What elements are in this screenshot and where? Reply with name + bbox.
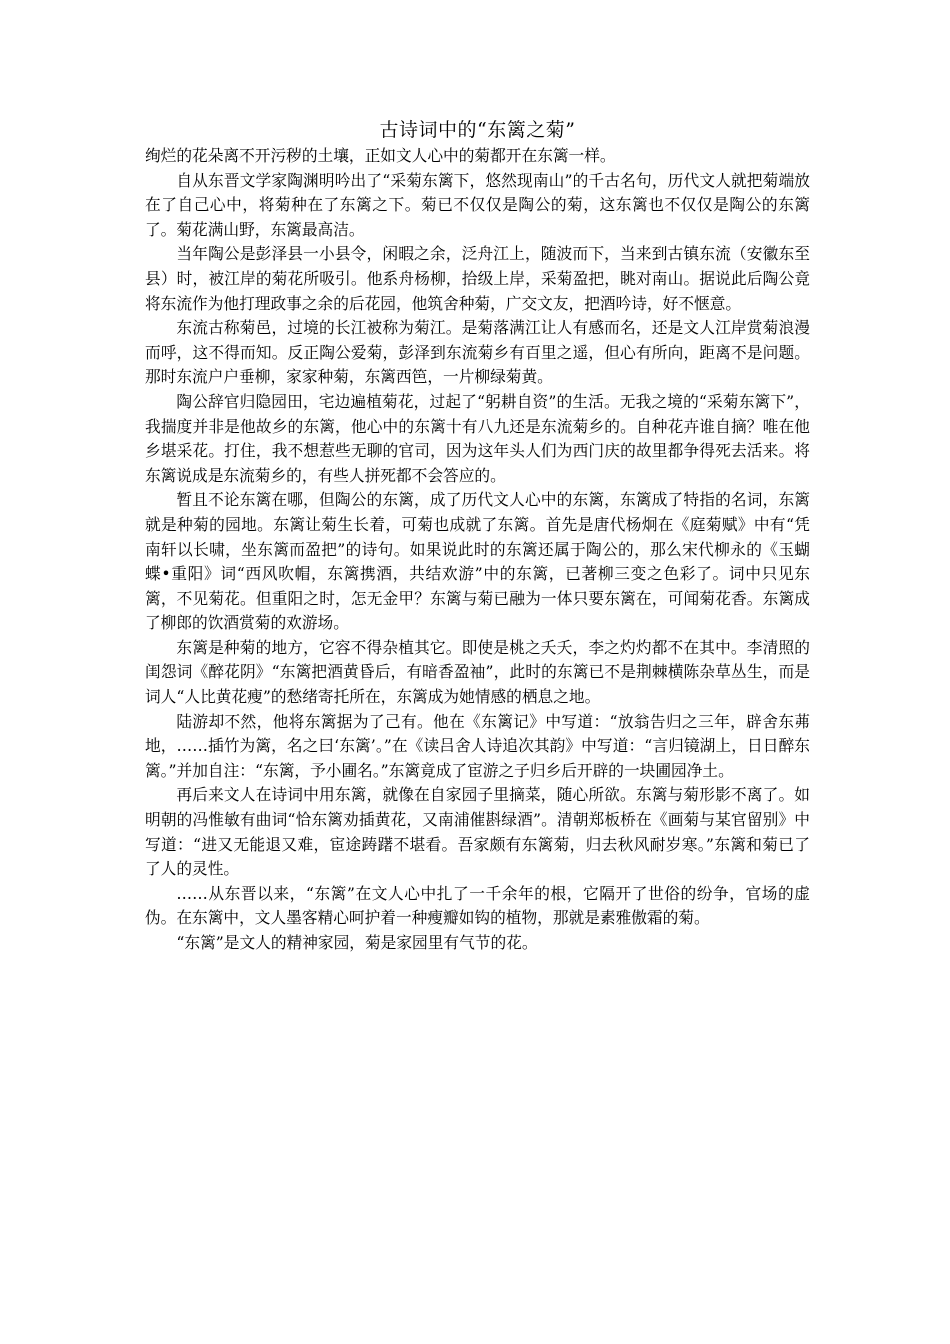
document-page — [145, 116, 810, 956]
paragraph-8: 陆游却不然，他将东篱据为了己有。他在《东篱记》中写道：“放翁告归之三年，辟舍东茀地，……插竹为篱，名之曰‘东篱’。”在《读吕舍人诗追次其韵》中写道：“言归镜湖上，日日醉东篱。”并加自注：“东篱，予小圃名。”东篱竟成了宦游之子归乡后开辟的一块圃园净土。 — [145, 711, 810, 780]
paragraph-3: 当年陶公是彭泽县一小县令，闲暇之余，泛舟江上，随波而下，当来到古镇东流（安徽东至县）时，被江岸的菊花所吸引。他系舟杨柳，拾级上岸，采菊盈把，眺对南山。据说此后陶公竟将东流作为他打理政事之余的后花园，他筑舍种菊，广交文友，把酒吟诗，好不惬意。 — [145, 244, 810, 313]
paragraph-7: 东篱是种菊的地方，它容不得杂植其它。即使是桃之夭夭，李之灼灼都不在其中。李清照的闺怨词《醉花阴》“东篱把酒黄昏后，有暗香盈袖”，此时的东篱已不是荆棘横陈杂草丛生，而是词人“人比黄花瘦”的愁绪寄托所在，东篱成为她情感的栖息之地。 — [145, 637, 810, 707]
paragraph-1: 绚烂的花朵离不开污秽的土壤，正如文人心中的菊都开在东篱一样。 — [145, 146, 616, 165]
paragraph-2: 自从东晋文学家陶渊明吟出了“采菊东篱下，悠然现南山”的千古名句，历代文人就把菊端放在了自己心中，将菊种在了东篱之下。菊已不仅仅是陶公的菊，这东篱也不仅仅是陶公的东篱了。菊花满山野，东篱最高洁。 — [145, 170, 810, 239]
paragraph-4: 东流古称菊邑，过境的长江被称为菊江。是菊落满江让人有感而名，还是文人江岸赏菊浪漫而呼，这不得而知。反正陶公爱菊，彭泽到东流菊乡有百里之遥，但心有所向，距离不是问题。那时东流户户垂柳，家家种菊，东篱西笆，一片柳绿菊黄。 — [145, 318, 810, 387]
paragraph-11: “东篱”是文人的精神家园，菊是家园里有气节的花。 — [176, 933, 538, 952]
paragraph-9: 再后来文人在诗词中用东篱，就像在自家园子里摘菜，随心所欲。东篱与菊形影不离了。如明朝的冯惟敏有曲词“恰东篱劝插黄花，又南浦催斟绿酒”。清朝郑板桥在《画菊与某官留别》中写道：“进又无能退又难，宦途踌躇不堪看。吾家颇有东篱菊，归去秋风耐岁寒。”东篱和菊已了了人的灵性。 — [145, 785, 810, 879]
document-title: 古诗词中的“东篱之菊” — [379, 119, 576, 141]
paragraph-10: ……从东晋以来，“东篱”在文人心中扎了一千余年的根，它隔开了世俗的纷争，官场的虚伪。在东篱中，文人墨客精心呵护着一种瘦瓣如钩的植物，那就是素雅傲霜的菊。 — [145, 883, 810, 928]
paragraph-5: 陶公辞官归隐园田，宅边遍植菊花，过起了“躬耕自资”的生活。无我之境的“采菊东篱下”，我揣度并非是他故乡的东篱，他心中的东篱十有八九还是东流菊乡的。自种花卉谁自摘？唯在他乡堪采花。打住，我不想惹些无聊的官司，因为这年头人们为西门庆的故里都争得死去活来。将东篱说成是东流菊乡的，有些人拼死都不会答应的。 — [145, 391, 810, 485]
paragraph-6: 暂且不论东篱在哪，但陶公的东篱，成了历代文人心中的东篱，东篱成了特指的名词，东篱就是种菊的园地。东篱让菊生长着，可菊也成就了东篱。首先是唐代杨炯在《庭菊赋》中有“凭南轩以长啸，坐东篱而盈把”的诗句。如果说此时的东篱还属于陶公的，那么宋代柳永的《玉蝴蝶•重阳》词“西风吹帽，东篱携酒，共结欢游”中的东篱，已著柳三变之色彩了。词中只见东篱，不见菊花。但重阳之时，怎无金甲？东篱与菊已融为一体只要东篱在，可闻菊花香。东篱成了柳郎的饮酒赏菊的欢游场。 — [145, 490, 810, 633]
